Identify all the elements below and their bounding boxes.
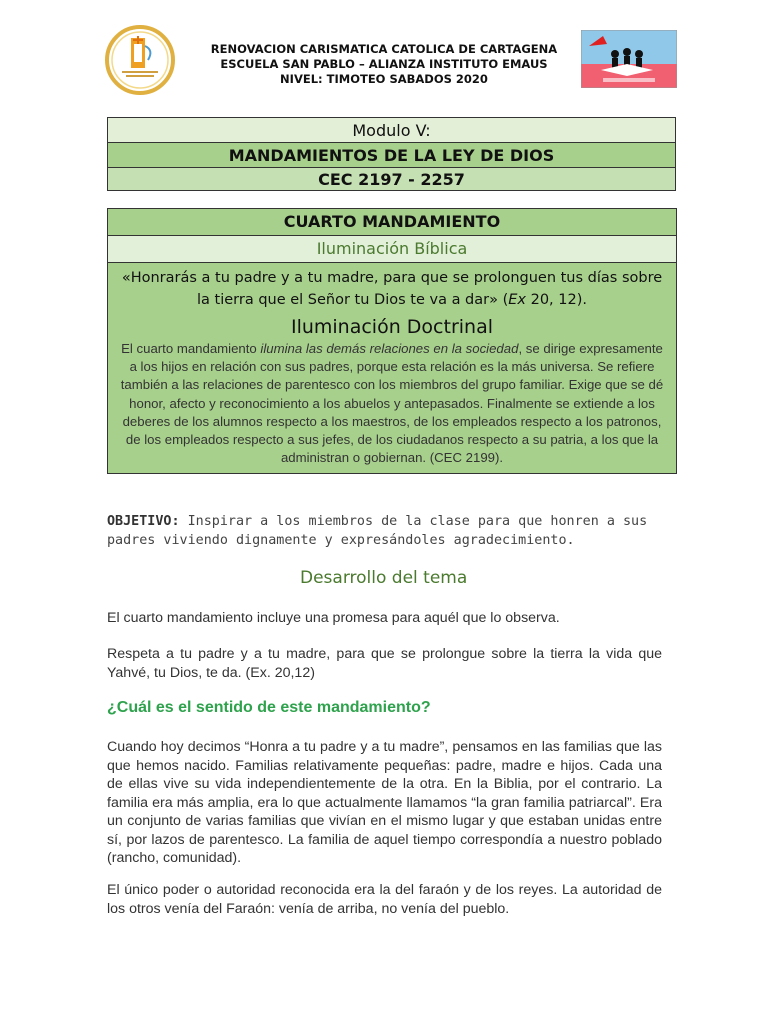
quote-verse: 20, 12). (526, 292, 587, 308)
module-title: MANDAMIENTOS DE LA LEY DE DIOS (108, 143, 676, 168)
escuela-san-pablo-logo (581, 30, 677, 88)
doctrinal-text-italic: ilumina las demás relaciones en la sociedad (260, 341, 519, 356)
renovacion-logo (104, 24, 176, 96)
quote-book: Ex (508, 292, 526, 308)
objective-label: OBJETIVO: (107, 514, 180, 529)
development-heading: Desarrollo del tema (300, 568, 468, 588)
objective (107, 512, 677, 550)
module-number: Modulo V: (108, 118, 676, 143)
cec-reference: CEC 2197 - 2257 (108, 168, 676, 191)
module-table (107, 117, 676, 191)
quote-text: «Honrarás a tu padre y a tu madre, para que se prolonguen tus días sobre la tierra que el Señor tu Dios te va a dar» ( (121, 270, 663, 308)
objective-text: Inspirar a los miembros de la clase para que honren a sus padres viviendo dignamente y expresándoles agradecimiento. (107, 514, 648, 548)
commandment-box (107, 208, 677, 474)
paragraph-4: El único poder o autoridad reconocida era la del faraón y de los reyes. La autoridad de los otros venía del Faraón: venía de arriba, no venía del pueblo. (107, 882, 662, 917)
paragraph-1: El cuarto mandamiento incluye una promesa para aquél que lo observa. (107, 610, 560, 626)
header-line-1: RENOVACION CARISMATICA CATOLICA DE CARTAGENA (210, 42, 558, 56)
school-header (180, 42, 588, 87)
question-heading: ¿Cuál es el sentido de este mandamiento? (107, 699, 431, 716)
bible-quote (118, 267, 666, 311)
commandment-body (108, 263, 676, 473)
paragraph-3: Cuando hoy decimos “Honra a tu padre y a tu madre”, pensamos en las familias que las que hemos nacido. Familias relativamente pequeñas: padre, madre e hijos. Cada una de ellas vive su vida independientemente de la otra. En la Biblia, por el contrario. La familia era más amplia, era lo que actualmente llamamos “la gran familia patriarcal”. Era un conjunto de varias familias que vivían en el mismo lugar y que estaban unidas entre sí, por lazos de parentesco. La familia de aquel tiempo correspondía a nuestro poblado (rancho, comunidad). (107, 739, 662, 866)
doctrinal-text-a: El cuarto mandamiento (121, 341, 261, 356)
doctrinal-text (118, 340, 666, 467)
paragraph-2: Respeta a tu padre y a tu madre, para que se prolongue sobre la tierra la vida que Yahvé, tu Dios, te da. (Ex. 20,12) (107, 646, 662, 681)
header-line-2: ESCUELA SAN PABLO – ALIANZA INSTITUTO EMAUS (220, 57, 548, 71)
doctrinal-text-c: , se dirige expresamente a los hijos en relación con sus padres, porque esta relación es la más universa. Se refiere también a las relaciones de parentesco con los miembros del grupo familiar. Exige que se dé honor, afecto y reconocimiento a los abuelos y antepasados. Finalmente se extiende a los deberes de los alumnos respecto a los maestros, de los empleados respecto a los patronos, de los empleados respecto a sus jefes, de los ciudadanos respecto a su patria, a los que la administran o gobiernan. (CEC 2199). (120, 341, 664, 466)
header-line-3: NIVEL: TIMOTEO SABADOS 2020 (280, 72, 488, 86)
biblical-illumination-heading: Iluminación Bíblica (108, 236, 676, 263)
doctrinal-illumination-heading: Iluminación Doctrinal (290, 316, 494, 338)
commandment-title: CUARTO MANDAMIENTO (108, 209, 676, 236)
